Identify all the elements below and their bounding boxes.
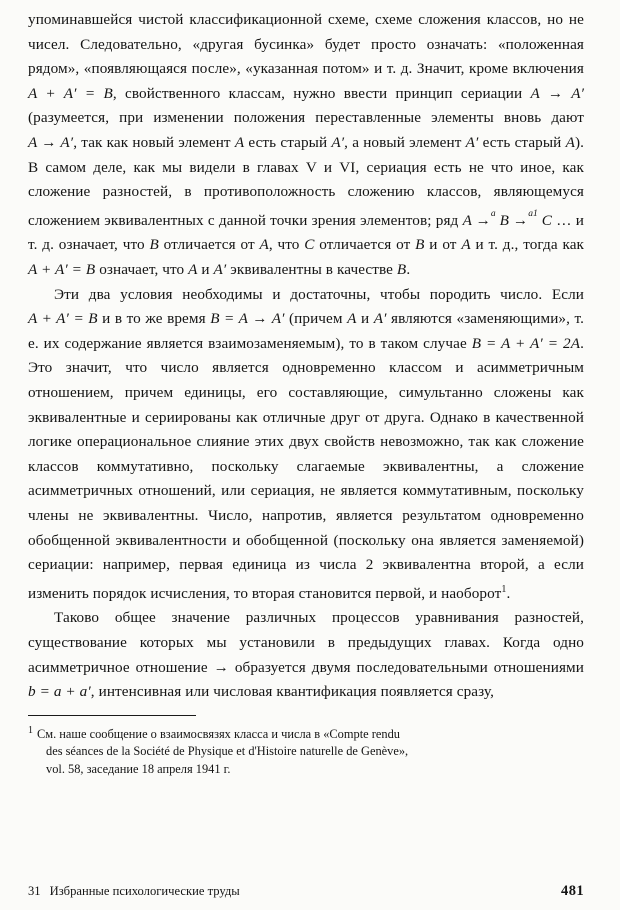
formula-a-plus-a-prime-equals-b: A + A′ = B [28,84,113,102]
formula-a-arrow-a-prime-2: A → A′ [28,133,74,151]
paragraph-1-part-7: есть старый [478,133,566,151]
paragraph-1-part-3: (разумеется, при изменении положения переставленные элементы вновь дают [28,109,584,127]
paragraph-continuation [28,8,584,283]
formula-series-a-b-c: A →$^a$ B →$^{a1}$ C [462,208,553,229]
paragraph-3-part-2: образуется двумя последовательными отношениями [228,658,584,676]
paragraph-2-part-2: и в то же время [97,310,211,328]
paragraph-1-part-18: . [406,261,411,278]
paragraph-1-part-11: , что [268,236,305,254]
paragraph-1-part-5: есть старый [244,133,332,151]
symbol-a-3: A [259,236,269,254]
footnote-reference[interactable]: 1 [501,583,507,595]
formula-b-equals-a-plus-a-prime: b = a + a′ [28,683,91,701]
paragraph-1-part-4: , так как новый элемент [73,133,235,151]
symbol-a-prime: A′ [331,133,345,151]
symbol-b-2: B [415,236,425,254]
paragraph-two-conditions [28,283,584,607]
footnote-line-2: des séances de la Société de Physique et d'Histoire naturelle de Genève», [46,744,409,759]
symbol-a-6: A [347,310,357,328]
symbol-arrow: → [213,658,229,676]
page-footer [28,883,584,900]
paragraph-2-part-3: (причем [284,310,348,328]
symbol-a: A [234,133,245,151]
symbol-c: C [304,236,315,254]
signature-number: 31 [28,884,41,898]
symbol-b-3: B [396,261,407,278]
footnote-line-3: vol. 58, заседание 18 апреля 1941 г. [46,761,231,776]
symbol-b: B [149,236,159,254]
formula-b-equals-a-arrow-a-prime: B = A → A′ [210,310,285,328]
symbol-a-4: A [461,236,471,254]
paragraph-2-part-6: . Это значит, что число является одновременно классом и асимметричным отношением, причем единицы, его составляющие, симультанно сложены как эквивалентные и сериированы как отличные друг от друга. Однако в качественной логике операциональное слияние этих двух свойств невозможно, так как сложение классов коммутативно, поскольку слагаемые эквивалентны, а сложение асимметричных отношений, или сериация, не является коммутативным, поскольку члены не эквивалентны. Число, напротив, является результатом одновременно обобщенной эквивалентности и обобщенной (поскольку она является заменяемой) сериации: например, первая единица из числа 2 эквивалентна второй, а если изменить порядок исчисления, то вторая становится первой, и наоборот [28,334,584,602]
footnote-marker: 1 [28,724,33,736]
symbol-a-5: A [188,261,198,278]
paragraph-1-part-10: отличается от [158,236,260,254]
running-title: Избранные психологические труды [49,884,240,898]
paragraph-1-part-2: , свойственного классам, нужно ввести принцип сериации [112,84,531,102]
paragraph-2-part-1: Эти два условия необходимы и достаточны, чтобы породить число. Если [54,285,584,303]
footnote-separator [28,715,196,716]
paragraph-2-part-7: . [506,584,511,602]
paragraph-1-part-9: … и т. д. означает, что [28,211,584,254]
paragraph-3-part-1: Таково общее значение различных процессов уравнивания разностей, существование которых мы установили в предыдущих главах. Когда одно асимметричное отношение [28,609,584,676]
paragraph-2-part-4: и [356,310,374,328]
formula-b-equals-a-plus-a-prime-equals-2a: B = A + A′ = 2A [471,334,581,352]
page-number: 481 [561,883,584,899]
symbol-a-prime-2: A′ [465,133,479,151]
footnote-line-1: См. наше сообщение о взаимосвязях класса и числа в «Compte rendu [37,726,400,741]
footnote-block [28,722,584,778]
paragraph-1-part-8: ). В самом деле, как мы видели в главах V и VI, сериация есть не что иное, как сложение разностей, в противоположность сложению классов, являющемуся сложением эквивалентных с данной точки зрения элементов; ряд [28,133,585,229]
symbol-a-prime-4: A′ [373,310,387,328]
footer-left-group [28,884,240,899]
symbol-a-prime-3: A′ [213,261,227,278]
paragraph-1-part-17: эквивалентны в качестве [226,261,397,278]
paragraph-general-meaning [28,606,584,704]
paragraph-1-part-14: и т. д., тогда как [470,236,585,254]
paragraph-1-part-13: и от [424,236,462,254]
page-body [28,8,584,705]
paragraph-1-part-6: , а новый элемент [344,133,466,151]
paragraph-1-part-1: упоминавшейся чистой классификационной схеме, схеме сложения классов, но не чисел. Следовательно, «другая бусинка» будет просто означать: «положенная рядом», «появляющаяся после», «указанная потом» и т. д. Значит, кроме включения [28,11,584,78]
formula-a-arrow-a-prime: A → A′ [530,84,584,102]
paragraph-1-part-12: отличается от [314,236,416,254]
paragraph-1-part-15: означает, что [95,261,189,278]
paragraph-3-part-3: , интенсивная или числовая квантификация появляется сразу, [90,683,494,701]
formula-a-plus-a-prime-equals-b-3: A + A′ = B [28,310,98,328]
paragraph-1-part-16: и [197,261,214,278]
symbol-a-2: A [565,133,575,151]
formula-a-plus-a-prime-equals-b-2: A + A′ = B [28,261,96,278]
paragraph-2-part-5: являются «заменяющими», т. е. их содержание является взаимозаменяемым), то в таком случае [28,310,584,352]
